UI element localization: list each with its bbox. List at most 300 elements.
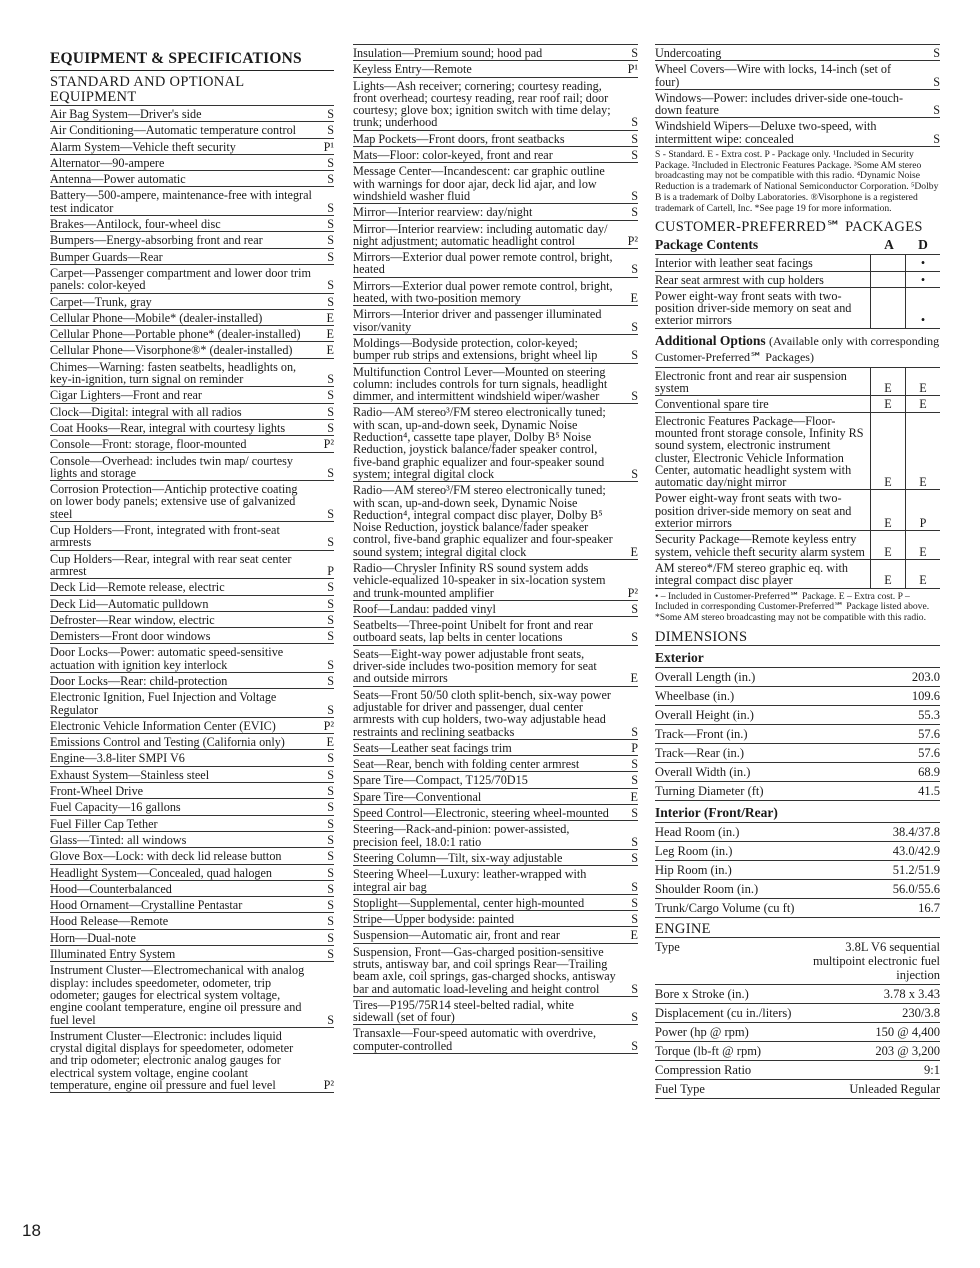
equipment-row (50, 404, 334, 420)
equipment-item: Wheel Covers—Wire with locks, 14-inch (set of four) (655, 62, 892, 89)
package-d-cell: P (905, 490, 940, 530)
standard-optional-heading: STANDARD AND OPTIONAL EQUIPMENT (50, 74, 244, 105)
equipment-item: Hood—Counterbalanced (50, 881, 172, 896)
equipment-row (50, 734, 334, 750)
package-d-cell: E (905, 413, 940, 490)
spec-row (655, 782, 940, 801)
main-heading: EQUIPMENT & SPECIFICATIONS (50, 44, 334, 71)
equipment-item: Battery—500-ampere, maintenance-free with integral test indicator (50, 188, 312, 215)
equipment-row (50, 962, 334, 1027)
availability-code: S (327, 249, 334, 264)
equipment-item: Seats—Leather seat facings trim (353, 740, 512, 755)
spec-value: 16.7 (918, 900, 940, 915)
spec-value: 43.0/42.9 (892, 843, 940, 858)
equipment-item: Carpet—Passenger compartment and lower door trim panels: color-keyed (50, 265, 311, 293)
equipment-row (50, 326, 334, 342)
spec-row (655, 1023, 940, 1042)
equipment-row (50, 930, 334, 946)
spec-value: 68.9 (918, 764, 940, 779)
equipment-row (50, 310, 334, 326)
equipment-row (50, 187, 334, 216)
spec-value: 3.8L V6 sequential multipoint electronic fuel injection (812, 939, 940, 982)
package-item: Rear seat armrest with cup holders (655, 272, 824, 287)
availability-code: S (631, 879, 638, 894)
equipment-row (353, 221, 638, 250)
equipment-item: Mirrors—Exterior dual power remote control, bright, heated, with two-position memory (353, 278, 613, 306)
equipment-item: Emissions Control and Testing (California only) (50, 735, 285, 750)
availability-code: S (631, 115, 638, 130)
spec-value: 41.5 (918, 783, 940, 798)
equipment-item: Seat—Rear, bench with folding center armrest (353, 757, 580, 772)
spec-label: Compression Ratio (655, 1062, 752, 1077)
equipment-row (353, 911, 638, 927)
equipment-item: Corrosion Protection—Antichip protective coating on lower body panels; extensive use of galvanized steel (50, 482, 298, 521)
equipment-row (353, 163, 638, 204)
availability-code: S (631, 466, 638, 481)
spec-label: Leg Room (in.) (655, 843, 733, 858)
equipment-row (50, 579, 334, 595)
equipment-item: Mats—Floor: color-keyed, front and rear (353, 148, 553, 163)
equipment-row (353, 601, 638, 617)
package-item: Power eight-way front seats with two-position driver-side memory on seat and exterior mirrors (655, 491, 852, 531)
equipment-row (655, 61, 940, 90)
availability-code: S (327, 751, 334, 766)
equipment-item: Hood Release—Remote (50, 914, 169, 929)
equipment-item: Antenna—Power automatic (50, 172, 186, 187)
equipment-row (50, 832, 334, 848)
package-d-cell: E (905, 368, 940, 396)
availability-code: S (933, 131, 940, 146)
spec-row (655, 938, 940, 985)
equipment-row (50, 420, 334, 436)
availability-code: S (933, 103, 940, 118)
availability-code: S (327, 596, 334, 611)
equipment-row (50, 881, 334, 897)
equipment-row (353, 895, 638, 911)
equipment-item: Bumper Guards—Rear (50, 249, 163, 264)
equipment-row (50, 232, 334, 248)
equipment-row (353, 78, 638, 131)
availability-code: S (631, 131, 638, 146)
availability-code: S (327, 673, 334, 688)
availability-code: S (327, 294, 334, 309)
availability-code: E (326, 735, 334, 750)
equipment-row (353, 335, 638, 364)
equipment-item: Console—Overhead: includes twin map/ courtesy lights and storage (50, 453, 294, 480)
availability-code: S (631, 757, 638, 772)
equipment-row (50, 453, 334, 482)
availability-code: S (631, 205, 638, 220)
availability-code: S (631, 46, 638, 60)
spec-value: 55.3 (918, 707, 940, 722)
spec-value: 56.0/55.6 (892, 881, 940, 896)
equipment-item: Deck Lid—Automatic pulldown (50, 596, 209, 611)
interior-dimensions (655, 823, 940, 918)
equipment-item: Coat Hooks—Rear, integral with courtesy lights (50, 420, 286, 435)
spec-row (655, 899, 940, 918)
package-item: AM stereo*/FM stereo graphic eq. with integral compact disc player (655, 560, 848, 588)
availability-code: S (327, 404, 334, 419)
package-d-cell: E (905, 531, 940, 559)
exterior-dimensions (655, 668, 940, 801)
spec-label: Hip Room (in.) (655, 862, 732, 877)
availability-code: S (327, 914, 334, 929)
spec-row (655, 706, 940, 725)
availability-code: P (327, 563, 334, 578)
equipment-row (50, 122, 334, 138)
package-contents-rows (655, 255, 940, 328)
spec-row (655, 1061, 940, 1080)
availability-code: S (631, 773, 638, 788)
spec-value: 38.4/37.8 (892, 824, 940, 839)
availability-code: S (327, 898, 334, 913)
equipment-item: Lights—Ash receiver; cornering; courtesy reading, front overhead; courtesy reading, rear roof rail; door courtesy; glove box; ignition switch with time delay; trunk; underhood (353, 78, 611, 130)
equipment-item: Cellular Phone—Portable phone* (dealer-installed) (50, 327, 301, 342)
package-d-cell: • (905, 288, 940, 328)
availability-code: S (327, 1012, 334, 1027)
equipment-item: Cellular Phone—Mobile* (dealer-installed) (50, 310, 263, 325)
equipment-row (50, 387, 334, 403)
equipment-item: Tires—P195/75R14 steel-belted radial, white sidewall (set of four) (353, 997, 574, 1025)
equipment-item: Cup Holders—Rear, integral with rear seat center armrest (50, 551, 292, 578)
equipment-item: Glass—Tinted: all windows (50, 832, 187, 847)
equipment-row (353, 927, 638, 943)
equipment-item: Clock—Digital: integral with all radios (50, 404, 242, 419)
package-item: Electronic front and rear air suspension system (655, 368, 847, 396)
equipment-item: Suspension—Automatic air, front and rear (353, 928, 560, 943)
equipment-row (50, 767, 334, 783)
additional-options-note: (Available only with corresponding Customer-Preferred℠ Packages) (655, 333, 940, 364)
equipment-item: Mirrors—Exterior dual power remote control, bright, heated (353, 250, 613, 277)
equipment-row (50, 342, 334, 358)
availability-code: S (631, 348, 638, 363)
package-d-cell: E (905, 560, 940, 588)
equipment-item: Carpet—Trunk, gray (50, 294, 152, 309)
equipment-list-3 (655, 44, 940, 147)
equipment-row (353, 789, 638, 805)
availability-code: S (327, 657, 334, 672)
equipment-item: Radio—AM stereo³/FM stereo electronically tuned; with scan, up-and-down seek, Dynamic Noise Reduction⁴, integral compact disc player, Dolby B⁵ Noise Reduction, joystick balance/fader speaker control, five-band graphic equalizer and four-speaker sound system; integral digital clock (353, 483, 613, 559)
availability-code: P² (627, 585, 638, 600)
availability-code: S (631, 981, 638, 996)
equipment-item: Air Conditioning—Automatic temperature control (50, 123, 297, 138)
equipment-footnote: S - Standard. E - Extra cost. P - Package only. ¹Included in Security Package. ²Included in Electronic Features Package. ³Some AM stereo broadcasting may not be compatible with this radio. ⁴Dynamic Noise Reduction is a trademark of National Semiconductor Corporation. ⁵Dolby B is a trademark of Dolby Laboratories. ®Visorphone is a registered trademark of Cartell, Inc. *See page 19 for more information. (655, 149, 939, 214)
equipment-row (353, 756, 638, 772)
package-item: Security Package—Remote keyless entry system, vehicle theft security alarm system (655, 532, 865, 559)
equipment-row (50, 139, 334, 155)
equipment-item: Suspension, Front—Gas-charged position-sensitive struts, antisway bar, and coil springs Rear—Trailing beam axle, coil springs, gas-charged shocks, antisway bar and automatic load-leveling and height control (353, 944, 616, 996)
availability-code: S (631, 188, 638, 203)
spec-row (655, 763, 940, 782)
spec-value: 3.78 x 3.43 (883, 986, 940, 1001)
equipment-item: Steering Column—Tilt, six-way adjustable (353, 850, 563, 865)
spec-label: Track—Rear (in.) (655, 745, 745, 760)
availability-code: S (631, 630, 638, 645)
package-a-label: A (884, 237, 894, 253)
equipment-row (353, 866, 638, 895)
engine-specs (655, 938, 940, 1099)
equipment-item: Instrument Cluster—Electromechanical with analog display: includes speedometer, odometer, trip odometer; gauges for electrical system voltage, engine coolant temperature, engine oil pressure and fuel level (50, 963, 305, 1027)
spec-label: Bore x Stroke (in.) (655, 986, 749, 1001)
page-number: 18 (22, 1221, 41, 1240)
availability-code: S (933, 46, 940, 60)
availability-code: S (327, 465, 334, 480)
equipment-item: Steering Wheel—Luxury: leather-wrapped with integral air bag (353, 867, 587, 894)
packages-table-header (655, 235, 940, 255)
equipment-row (50, 171, 334, 187)
spec-value: 230/3.8 (902, 1005, 940, 1020)
equipment-row (50, 848, 334, 864)
equipment-item: Speed Control—Electronic, steering wheel-mounted (353, 806, 609, 821)
availability-code: S (327, 865, 334, 880)
equipment-item: Front-Wheel Drive (50, 784, 144, 799)
equipment-item: Headlight System—Concealed, quad halogen (50, 865, 273, 880)
spec-value: 51.2/51.9 (892, 862, 940, 877)
equipment-row (50, 294, 334, 310)
equipment-row (50, 783, 334, 799)
packages-footnote: • – Included in Customer-Preferred℠ Package. E – Extra cost. P – Included in corresponding Customer-Preferred℠ Package listed above. *Some AM stereo broadcasting may not be compatible with this radio. (655, 590, 930, 623)
spec-row (655, 880, 940, 899)
equipment-item: Multifunction Control Lever—Mounted on steering column: includes controls for turn signals, headlight dimmer, and intermittent windshield wiper/washer (353, 364, 608, 404)
availability-code: S (327, 800, 334, 815)
package-a-cell: E (870, 396, 905, 411)
availability-code: S (327, 832, 334, 847)
equipment-item: Cup Holders—Front, integrated with front-seat armrests (50, 523, 280, 550)
equipment-item: Stoplight—Supplemental, center high-mounted (353, 895, 585, 910)
equipment-row (50, 612, 334, 628)
availability-code: S (327, 784, 334, 799)
availability-code: P² (323, 718, 334, 733)
spec-label: Trunk/Cargo Volume (cu ft) (655, 900, 795, 915)
equipment-item: Seats—Front 50/50 cloth split-bench, six-way power adjustable for driver and passenger, dual center armrests with cup holders, two-way adjustable head restraints and reclining seatbacks (353, 687, 611, 739)
equipment-item: Cellular Phone—Visorphone®* (dealer-installed) (50, 343, 293, 358)
equipment-row (50, 644, 334, 673)
equipment-row (353, 404, 638, 482)
availability-code: S (631, 724, 638, 739)
package-row (655, 255, 940, 271)
availability-code: S (631, 1038, 638, 1053)
availability-code: S (631, 850, 638, 865)
spec-value: 109.6 (911, 688, 940, 703)
equipment-item: Steering—Rack-and-pinion: power-assisted, precision feel, 18.0:1 ratio (353, 822, 570, 849)
equipment-item: Undercoating (655, 46, 722, 60)
availability-code: E (630, 291, 638, 306)
equipment-item: Brakes—Antilock, four-wheel disc (50, 217, 221, 232)
spec-row (655, 985, 940, 1004)
engine-heading: ENGINE (655, 918, 940, 938)
equipment-item: Demisters—Front door windows (50, 629, 211, 644)
equipment-item: Seats—Eight-way power adjustable front seats, driver-side includes two-position memory for seat and outside mirrors (353, 646, 597, 686)
equipment-item: Map Pockets—Front doors, front seatbacks (353, 131, 565, 146)
spec-label: Shoulder Room (in.) (655, 881, 759, 896)
spec-row (655, 744, 940, 763)
package-item: Power eight-way front seats with two-position driver-side memory on seat and exterior mirrors (655, 288, 852, 328)
availability-code: S (327, 612, 334, 627)
availability-code: S (327, 155, 334, 170)
equipment-item: Glove Box—Lock: with deck lid release button (50, 849, 282, 864)
availability-code: S (933, 74, 940, 89)
availability-code: P² (323, 1078, 334, 1092)
availability-code: S (327, 123, 334, 138)
spec-label: Overall Width (in.) (655, 764, 751, 779)
availability-code: P² (627, 233, 638, 248)
availability-code: S (327, 767, 334, 782)
availability-code: S (631, 262, 638, 277)
equipment-item: Stripe—Upper bodyside: painted (353, 912, 515, 927)
equipment-row (353, 944, 638, 997)
equipment-row (50, 155, 334, 171)
dimensions-heading: DIMENSIONS (655, 626, 940, 646)
availability-code: S (327, 535, 334, 550)
spec-label: Track—Front (in.) (655, 726, 748, 741)
package-contents-label: Package Contents (655, 237, 759, 253)
package-item: Electronic Features Package—Floor-mounted front storage console, Infinity RS sound system, electronic instrument cluster, Electronic Vehicle Information Center, automatic headlight system with automatic day/night mirror (655, 413, 864, 490)
equipment-row (50, 799, 334, 815)
equipment-row (655, 90, 940, 119)
equipment-row (50, 750, 334, 766)
package-a-cell (870, 272, 905, 287)
availability-code: S (631, 389, 638, 404)
spec-row (655, 1080, 940, 1099)
equipment-item: Message Center—Incandescent: car graphic outline with warnings for door ajar, deck lid ajar, and low windshield washer fluid (353, 164, 605, 203)
additional-options-heading (655, 329, 940, 368)
equipment-item: Windows—Power: includes driver-side one-touch-down feature (655, 90, 904, 118)
equipment-column-3 (655, 44, 940, 1099)
availability-code: S (327, 388, 334, 403)
spec-value: Unleaded Regular (849, 1081, 940, 1096)
availability-code: S (631, 895, 638, 910)
equipment-row (353, 772, 638, 788)
equipment-item: Transaxle—Four-speed automatic with overdrive, computer-controlled (353, 1026, 596, 1053)
availability-code: S (327, 172, 334, 187)
package-a-cell (870, 288, 905, 328)
equipment-item: Radio—Chrysler Infinity RS sound system adds vehicle-equalized 10-speaker in six-location system and trunk-mounted amplifier (353, 560, 606, 600)
availability-code: P² (323, 437, 334, 452)
availability-code: S (327, 217, 334, 232)
availability-code: S (327, 278, 334, 293)
availability-code: S (631, 806, 638, 821)
equipment-item: Hood Ornament—Crystalline Pentastar (50, 898, 243, 913)
equipment-row (353, 204, 638, 220)
option-row (655, 490, 940, 531)
equipment-row (50, 1028, 334, 1093)
equipment-row (50, 436, 334, 452)
availability-code: E (326, 310, 334, 325)
equipment-item: Illuminated Entry System (50, 947, 176, 962)
package-d-cell: • (905, 255, 940, 270)
spec-label: Torque (lb-ft @ rpm) (655, 1043, 762, 1058)
availability-code: S (327, 947, 334, 962)
equipment-row (353, 560, 638, 601)
availability-code: E (630, 544, 638, 559)
availability-code: S (631, 148, 638, 163)
equipment-row (353, 278, 638, 307)
equipment-row (353, 249, 638, 278)
availability-code: S (631, 1010, 638, 1025)
availability-code: S (327, 420, 334, 435)
availability-code: S (631, 912, 638, 927)
equipment-row (353, 687, 638, 740)
equipment-item: Fuel Capacity—16 gallons (50, 800, 181, 815)
package-a-cell: E (870, 368, 905, 396)
availability-code: S (327, 629, 334, 644)
equipment-row (50, 718, 334, 734)
spec-label: Head Room (in.) (655, 824, 740, 839)
equipment-row (50, 865, 334, 881)
equipment-row (655, 45, 940, 61)
equipment-item: Moldings—Bodyside protection, color-keyed; bumper rub strips and extensions, bright wheel lip (353, 335, 598, 363)
equipment-item: Horn—Dual-note (50, 930, 136, 945)
spec-row (655, 668, 940, 687)
package-a-cell: E (870, 413, 905, 490)
spec-label: Overall Height (in.) (655, 707, 754, 722)
package-item: Conventional spare tire (655, 397, 769, 412)
equipment-row (50, 359, 334, 388)
equipment-item: Mirrors—Interior driver and passenger illuminated visor/vanity (353, 307, 602, 334)
equipment-row (50, 673, 334, 689)
availability-code: S (327, 372, 334, 387)
availability-code: S (631, 319, 638, 334)
equipment-item: Electronic Vehicle Information Center (EVIC) (50, 718, 276, 733)
interior-heading: Interior (Front/Rear) (655, 801, 940, 823)
equipment-item: Air Bag System—Driver's side (50, 107, 202, 121)
availability-code: S (327, 816, 334, 831)
spec-value: 57.6 (918, 726, 940, 741)
equipment-item: Radio—AM stereo³/FM stereo electronically tuned; with scan, up-and-down seek, Dynamic Noise Reduction⁴, cassette tape player, Dolby B⁵ Noise Reduction, joystick balance/fader speaker control, five-band graphic equalizer and four-speaker sound system; integral digital clock (353, 405, 606, 481)
equipment-row (353, 131, 638, 147)
spec-value: 203.0 (911, 669, 940, 684)
equipment-row (50, 522, 334, 551)
package-item: Interior with leather seat facings (655, 256, 813, 271)
equipment-row (353, 1025, 638, 1054)
equipment-row (50, 816, 334, 832)
availability-code: S (327, 107, 334, 121)
equipment-column-1 (50, 44, 334, 1093)
equipment-item: Roof—Landau: padded vinyl (353, 601, 496, 616)
equipment-item: Cigar Lighters—Front and rear (50, 388, 202, 403)
equipment-row (353, 45, 638, 61)
equipment-list-2 (353, 44, 638, 1054)
spec-label: Displacement (cu in./liters) (655, 1005, 792, 1020)
availability-code: P¹ (627, 62, 638, 77)
spec-label: Fuel Type (655, 1081, 705, 1096)
package-row (655, 288, 940, 329)
equipment-row (50, 249, 334, 265)
availability-code: P (631, 740, 638, 755)
option-row (655, 368, 940, 397)
package-d-label: D (918, 237, 928, 253)
exterior-heading: Exterior (655, 646, 940, 668)
equipment-row (353, 850, 638, 866)
option-row (655, 531, 940, 560)
equipment-row (50, 596, 334, 612)
equipment-item: Seatbelts—Three-point Unibelt for front and rear outboard seats, lap belts in center locations (353, 618, 593, 645)
equipment-item: Fuel Filler Cap Tether (50, 816, 158, 831)
equipment-item: Defroster—Rear window, electric (50, 612, 215, 627)
equipment-item: Alternator—90-ampere (50, 155, 165, 170)
equipment-item: Bumpers—Energy-absorbing front and rear (50, 233, 263, 248)
equipment-row (50, 216, 334, 232)
spec-row (655, 861, 940, 880)
availability-code: S (631, 834, 638, 849)
packages-heading: CUSTOMER-PREFERRED℠ PACKAGES (655, 219, 923, 236)
option-row (655, 560, 940, 589)
equipment-row (50, 628, 334, 644)
availability-code: S (327, 849, 334, 864)
spec-row (655, 842, 940, 861)
equipment-row (50, 946, 334, 962)
equipment-row (353, 997, 638, 1026)
